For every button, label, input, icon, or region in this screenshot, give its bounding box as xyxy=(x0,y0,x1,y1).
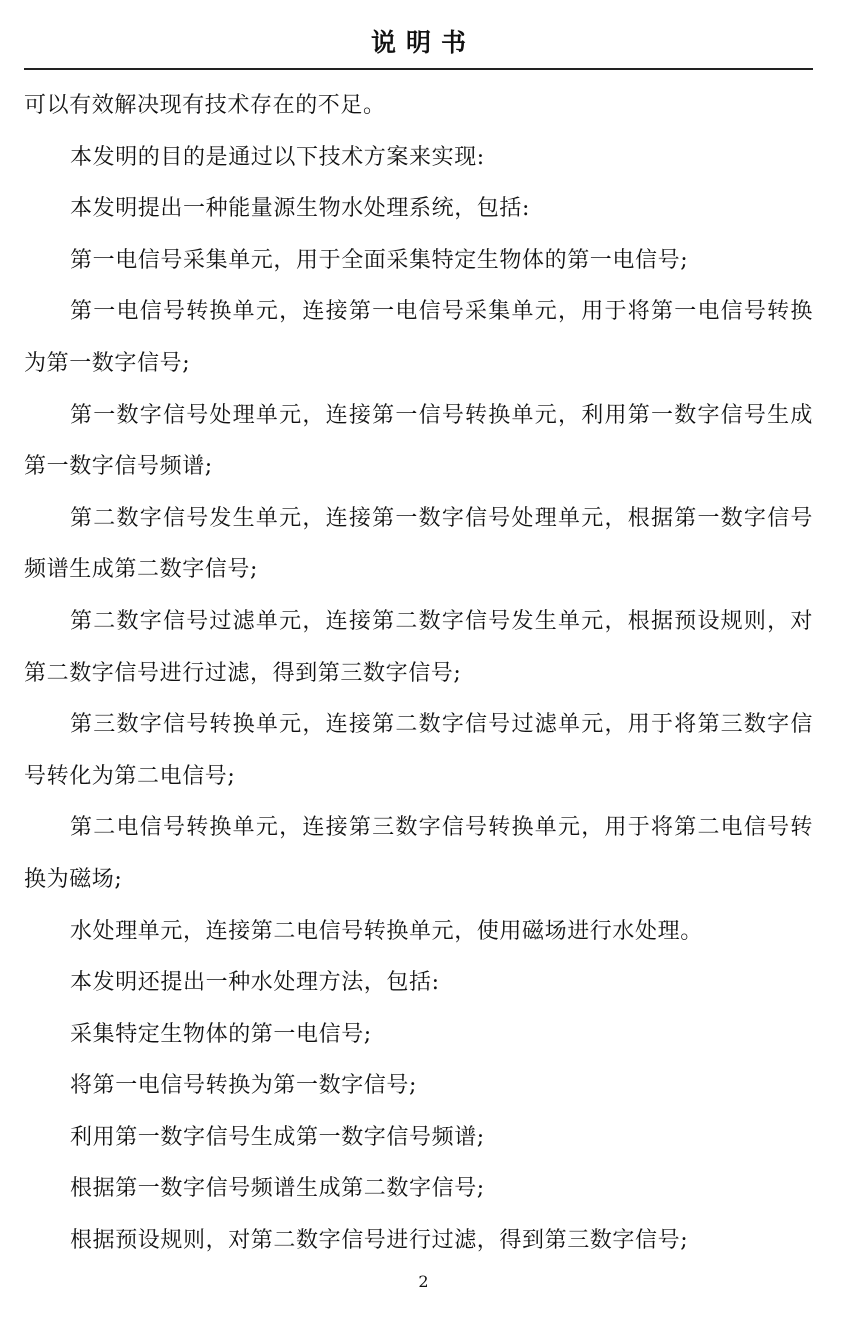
paragraph-method-step-3: 利用第一数字信号生成第一数字信号频谱; xyxy=(70,1124,485,1150)
page-title: 说明书 xyxy=(370,28,476,57)
paragraph-first-signal-acquisition: 第一电信号采集单元，用于全面采集特定生物体的第一电信号; xyxy=(70,247,689,273)
paragraph-system-intro: 本发明提出一种能量源生物水处理系统，包括: xyxy=(70,196,531,222)
paragraph-first-signal-conversion: 第一电信号转换单元，连接第一电信号采集单元，用于将第一电信号转换为第一数字信号; xyxy=(24,299,813,376)
paragraph-second-digital-filtering: 第二数字信号过滤单元，连接第二数字信号发生单元，根据预设规则，对第二数字信号进行过滤，得到第三数字信号; xyxy=(24,608,813,686)
document-body xyxy=(24,80,813,1267)
paragraph-method-step-5: 根据预设规则，对第二数字信号进行过滤，得到第三数字信号; xyxy=(70,1228,689,1254)
paragraph-continuation: 可以有效解决现有技术存在的不足。 xyxy=(24,93,386,118)
paragraph-second-digital-generation: 第二数字信号发生单元，连接第一数字信号处理单元，根据第一数字信号频谱生成第二数字信号; xyxy=(24,505,813,583)
paragraph-method-step-1: 采集特定生物体的第一电信号; xyxy=(70,1021,372,1047)
paragraph-water-treatment-unit: 水处理单元，连接第二电信号转换单元，使用磁场进行水处理。 xyxy=(70,918,703,944)
paragraph-method-intro: 本发明还提出一种水处理方法，包括: xyxy=(70,970,440,996)
paragraph-method-step-2: 将第一电信号转换为第一数字信号; xyxy=(70,1073,418,1099)
paragraph-objective-intro: 本发明的目的是通过以下技术方案来实现: xyxy=(70,144,485,170)
paragraph-method-step-4: 根据第一数字信号频谱生成第二数字信号; xyxy=(70,1176,485,1202)
paragraph-third-digital-conversion: 第三数字信号转换单元，连接第二数字信号过滤单元，用于将第三数字信号转化为第二电信号; xyxy=(24,712,813,789)
page-number: 2 xyxy=(418,1272,429,1291)
header-divider xyxy=(24,68,813,70)
paragraph-second-signal-conversion: 第二电信号转换单元，连接第三数字信号转换单元，用于将第二电信号转换为磁场; xyxy=(24,815,813,892)
paragraph-first-digital-processing: 第一数字信号处理单元，连接第一信号转换单元，利用第一数字信号生成第一数字信号频谱; xyxy=(24,402,813,480)
